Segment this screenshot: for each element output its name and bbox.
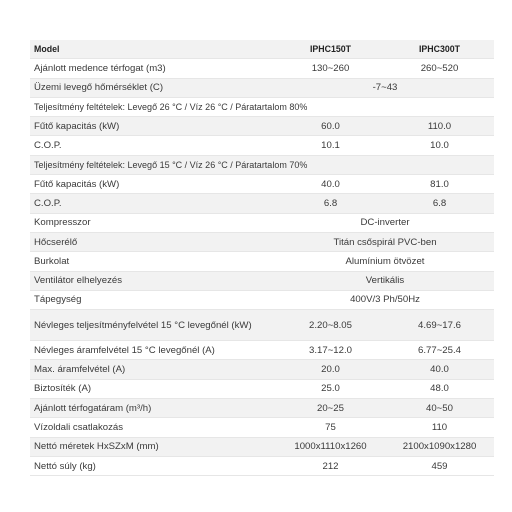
row-value-iphc150t: 3.17~12.0 bbox=[276, 341, 385, 360]
condition-label: Teljesítmény feltételek: Levegő 15 °C / Víz 26 °C / Páratartalom 70% bbox=[30, 155, 494, 174]
table-row bbox=[30, 155, 494, 174]
row-label: Ajánlott medence térfogat (m3) bbox=[30, 59, 276, 78]
table-header-row bbox=[30, 40, 494, 59]
row-value-iphc150t: 6.8 bbox=[276, 194, 385, 213]
row-label: Névleges áramfelvétel 15 °C levegőnél (A) bbox=[30, 341, 276, 360]
table-row bbox=[30, 175, 494, 194]
row-label: Ajánlott térfogatáram (m³/h) bbox=[30, 399, 276, 418]
row-value-iphc150t: 25.0 bbox=[276, 379, 385, 398]
row-label: Fűtő kapacitás (kW) bbox=[30, 117, 276, 136]
table-row bbox=[30, 379, 494, 398]
row-label: Fűtő kapacitás (kW) bbox=[30, 175, 276, 194]
table-row bbox=[30, 97, 494, 116]
row-value-iphc150t: 20.0 bbox=[276, 360, 385, 379]
row-label: Tápegység bbox=[30, 290, 276, 309]
row-label: C.O.P. bbox=[30, 194, 276, 213]
row-label: Kompresszor bbox=[30, 213, 276, 232]
row-value-iphc150t: 10.1 bbox=[276, 136, 385, 155]
header-model-iphc300t: IPHC300T bbox=[385, 40, 494, 59]
row-label: Vízoldali csatlakozás bbox=[30, 418, 276, 437]
row-value-iphc150t: 20~25 bbox=[276, 399, 385, 418]
row-label: Névleges teljesítményfelvétel 15 °C levegőnél (kW) bbox=[30, 310, 276, 341]
table-row bbox=[30, 456, 494, 475]
row-label: Biztosíték (A) bbox=[30, 379, 276, 398]
table-row bbox=[30, 78, 494, 97]
row-value-iphc300t: 2100x1090x1280 bbox=[385, 437, 494, 456]
condition-label: Teljesítmény feltételek: Levegő 26 °C / Víz 26 °C / Páratartalom 80% bbox=[30, 97, 494, 116]
row-label: Nettó méretek HxSZxM (mm) bbox=[30, 437, 276, 456]
row-value-shared: Titán csőspirál PVC-ben bbox=[276, 232, 494, 251]
row-value-iphc150t: 1000x1110x1260 bbox=[276, 437, 385, 456]
table-row bbox=[30, 213, 494, 232]
table-row bbox=[30, 194, 494, 213]
row-label: Ventilátor elhelyezés bbox=[30, 271, 276, 290]
header-model-label: Model bbox=[30, 40, 276, 59]
row-value-iphc300t: 4.69~17.6 bbox=[385, 310, 494, 341]
row-label: Burkolat bbox=[30, 252, 276, 271]
row-value-shared: 400V/3 Ph/50Hz bbox=[276, 290, 494, 309]
row-value-shared: DC-inverter bbox=[276, 213, 494, 232]
row-value-iphc300t: 260~520 bbox=[385, 59, 494, 78]
table-row bbox=[30, 290, 494, 309]
header-model-iphc150t: IPHC150T bbox=[276, 40, 385, 59]
table-row bbox=[30, 252, 494, 271]
row-value-iphc300t: 6.77~25.4 bbox=[385, 341, 494, 360]
row-value-iphc300t: 48.0 bbox=[385, 379, 494, 398]
table-row bbox=[30, 360, 494, 379]
row-value-iphc300t: 40~50 bbox=[385, 399, 494, 418]
table-row bbox=[30, 437, 494, 456]
row-value-iphc300t: 81.0 bbox=[385, 175, 494, 194]
row-label: Hőcserélő bbox=[30, 232, 276, 251]
spec-table-body bbox=[30, 40, 494, 476]
row-value-iphc150t: 75 bbox=[276, 418, 385, 437]
row-label: Nettó súly (kg) bbox=[30, 456, 276, 475]
row-label: Üzemi levegő hőmérséklet (C) bbox=[30, 78, 276, 97]
row-value-iphc150t: 130~260 bbox=[276, 59, 385, 78]
table-row bbox=[30, 59, 494, 78]
row-value-iphc150t: 212 bbox=[276, 456, 385, 475]
table-row bbox=[30, 136, 494, 155]
table-row bbox=[30, 310, 494, 341]
row-value-iphc150t: 40.0 bbox=[276, 175, 385, 194]
table-row bbox=[30, 271, 494, 290]
table-row bbox=[30, 399, 494, 418]
table-row bbox=[30, 418, 494, 437]
row-value-shared: Vertikális bbox=[276, 271, 494, 290]
table-row bbox=[30, 232, 494, 251]
row-value-iphc300t: 40.0 bbox=[385, 360, 494, 379]
row-label: Max. áramfelvétel (A) bbox=[30, 360, 276, 379]
row-value-shared: Alumínium ötvözet bbox=[276, 252, 494, 271]
spec-table bbox=[30, 40, 494, 476]
row-value-iphc300t: 110.0 bbox=[385, 117, 494, 136]
row-value-iphc300t: 110 bbox=[385, 418, 494, 437]
row-value-iphc300t: 6.8 bbox=[385, 194, 494, 213]
row-value-iphc150t: 2.20~8.05 bbox=[276, 310, 385, 341]
row-value-iphc150t: 60.0 bbox=[276, 117, 385, 136]
table-row bbox=[30, 117, 494, 136]
row-value-iphc300t: 459 bbox=[385, 456, 494, 475]
row-label: C.O.P. bbox=[30, 136, 276, 155]
row-value-shared: -7~43 bbox=[276, 78, 494, 97]
row-value-iphc300t: 10.0 bbox=[385, 136, 494, 155]
table-row bbox=[30, 341, 494, 360]
